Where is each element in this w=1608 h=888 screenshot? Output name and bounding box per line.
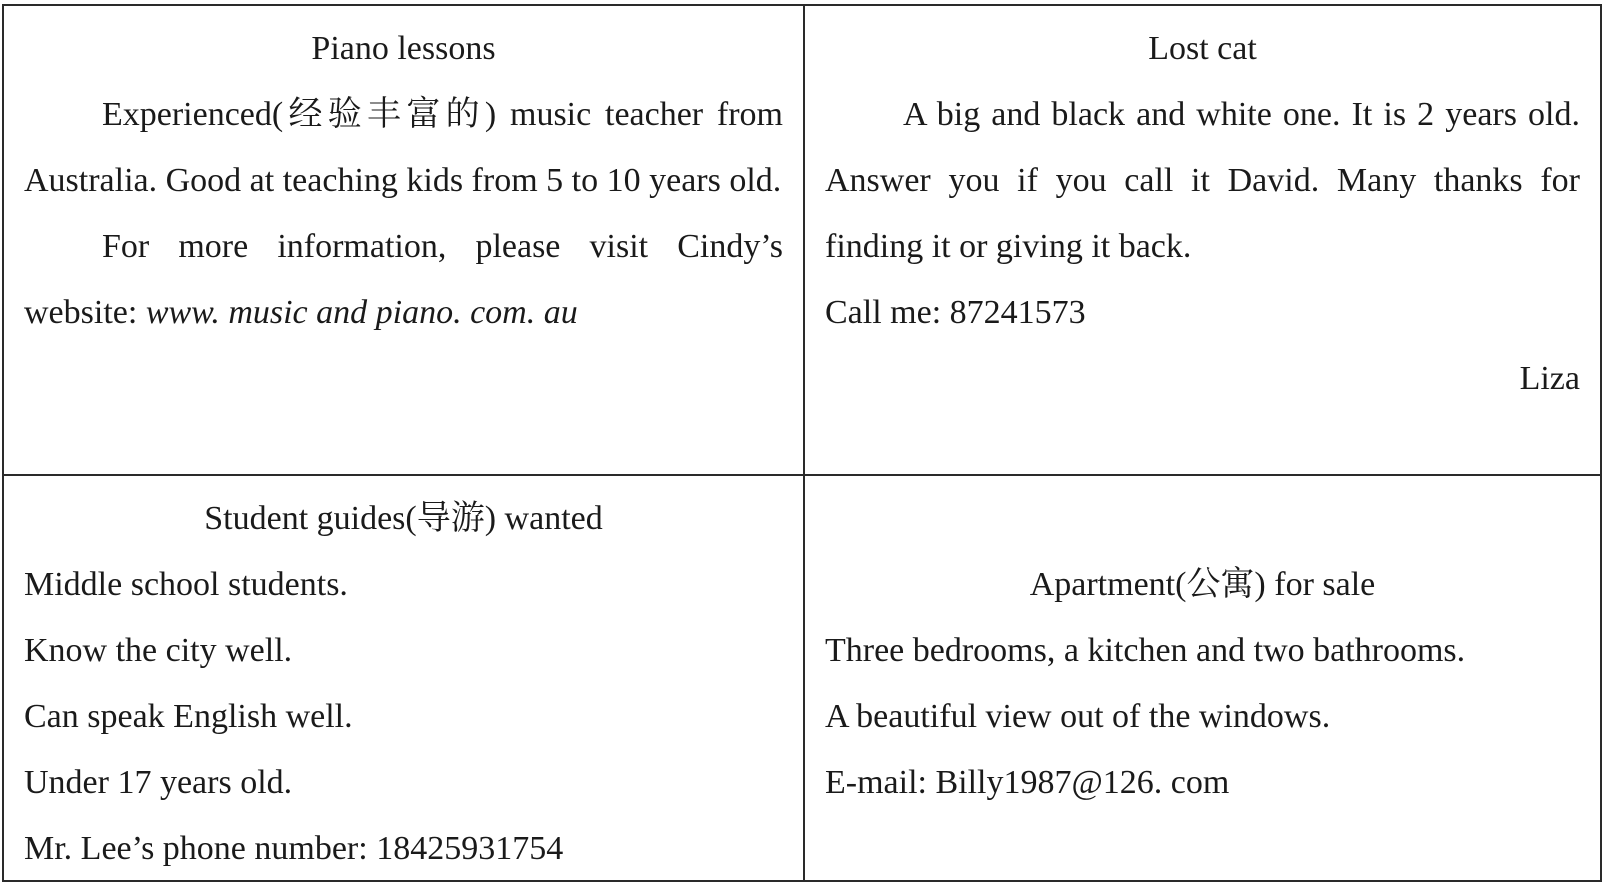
piano-lessons-website: www. music and piano. com. au (145, 294, 578, 331)
lost-cat-description: A big and black and white one. It is 2 years old. Answer you if you call it David. Many thanks for finding it or giving it back. (825, 96, 1580, 265)
piano-lessons-description: Experienced(经验丰富的) music teacher from Australia. Good at teaching kids from 5 to 10 years old. (24, 96, 783, 199)
lost-cat-cell (805, 6, 1600, 476)
piano-lessons-cell (4, 6, 805, 476)
ads-table (2, 4, 1602, 882)
piano-lessons-contact-text: For more information, please visit Cindy’s website: (24, 228, 783, 331)
apartment-sale-cell (805, 476, 1600, 882)
lost-cat-phone: Call me: 87241573 (825, 294, 1086, 331)
student-guides-cell (4, 476, 805, 882)
student-guides-line: Middle school students. (24, 566, 348, 603)
apartment-title: Apartment(公寓) for sale (1029, 566, 1376, 603)
student-guides-phone: Mr. Lee’s phone number: 18425931754 (24, 830, 564, 867)
student-guides-line: Under 17 years old. (24, 764, 293, 801)
student-guides-line: Know the city well. (24, 632, 293, 669)
apartment-email: E-mail: Billy1987@126. com (825, 764, 1230, 801)
lost-cat-title: Lost cat (1148, 30, 1257, 67)
apartment-line: Three bedrooms, a kitchen and two bathrooms. (825, 632, 1466, 669)
student-guides-line: Can speak English well. (24, 698, 353, 735)
lost-cat-signature: Liza (1519, 360, 1580, 397)
student-guides-title: Student guides(导游) wanted (204, 500, 603, 537)
piano-lessons-contact (24, 214, 783, 346)
piano-lessons-title: Piano lessons (311, 30, 496, 67)
apartment-line: A beautiful view out of the windows. (825, 698, 1331, 735)
apartment-spacer (825, 486, 1580, 552)
